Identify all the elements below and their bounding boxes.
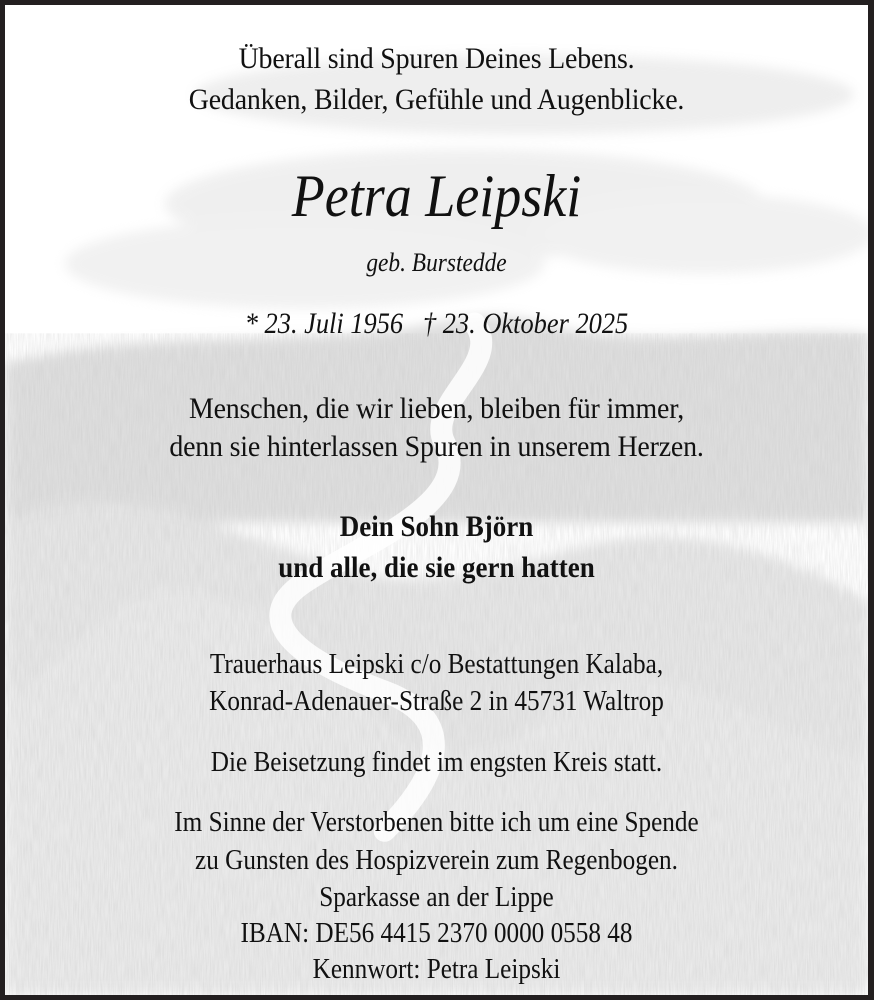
burial-note: Die Beisetzung findet im engsten Kreis statt.	[210, 747, 663, 778]
mourner-line-2: und alle, die sie gern hatten	[278, 551, 595, 584]
mourner-line-1: Dein Sohn Björn	[339, 510, 534, 543]
address-line-2: Konrad-Adenauer-Straße 2 in 45731 Waltrop	[209, 686, 664, 717]
donation-keyword: Kennwort: Petra Leipski	[312, 954, 561, 985]
quote-line-2: denn sie hinterlassen Spuren in unserem Herzen.	[169, 430, 704, 463]
deceased-name: Petra Leipski	[291, 163, 582, 229]
bank-name: Sparkasse an der Lippe	[319, 882, 554, 913]
motto-line-1: Überall sind Spuren Deines Lebens.	[238, 42, 635, 75]
quote-line-1: Menschen, die wir lieben, bleiben für immer,	[188, 392, 685, 425]
address-line-1: Trauerhaus Leipski c/o Bestattungen Kalaba,	[209, 649, 664, 680]
motto-line-2: Gedanken, Bilder, Gefühle und Augenblicke.	[188, 83, 685, 116]
life-dates: * 23. Juli 1956 † 23. Oktober 2025	[244, 307, 629, 340]
notice-text	[5, 5, 868, 995]
birth-name: geb. Burstedde	[366, 248, 507, 277]
donation-line-2: zu Gunsten des Hospizverein zum Regenbogen.	[195, 845, 678, 876]
iban: IBAN: DE56 4415 2370 0000 0558 48	[240, 918, 633, 949]
donation-line-1: Im Sinne der Verstorbenen bitte ich um eine Spende	[174, 807, 699, 838]
